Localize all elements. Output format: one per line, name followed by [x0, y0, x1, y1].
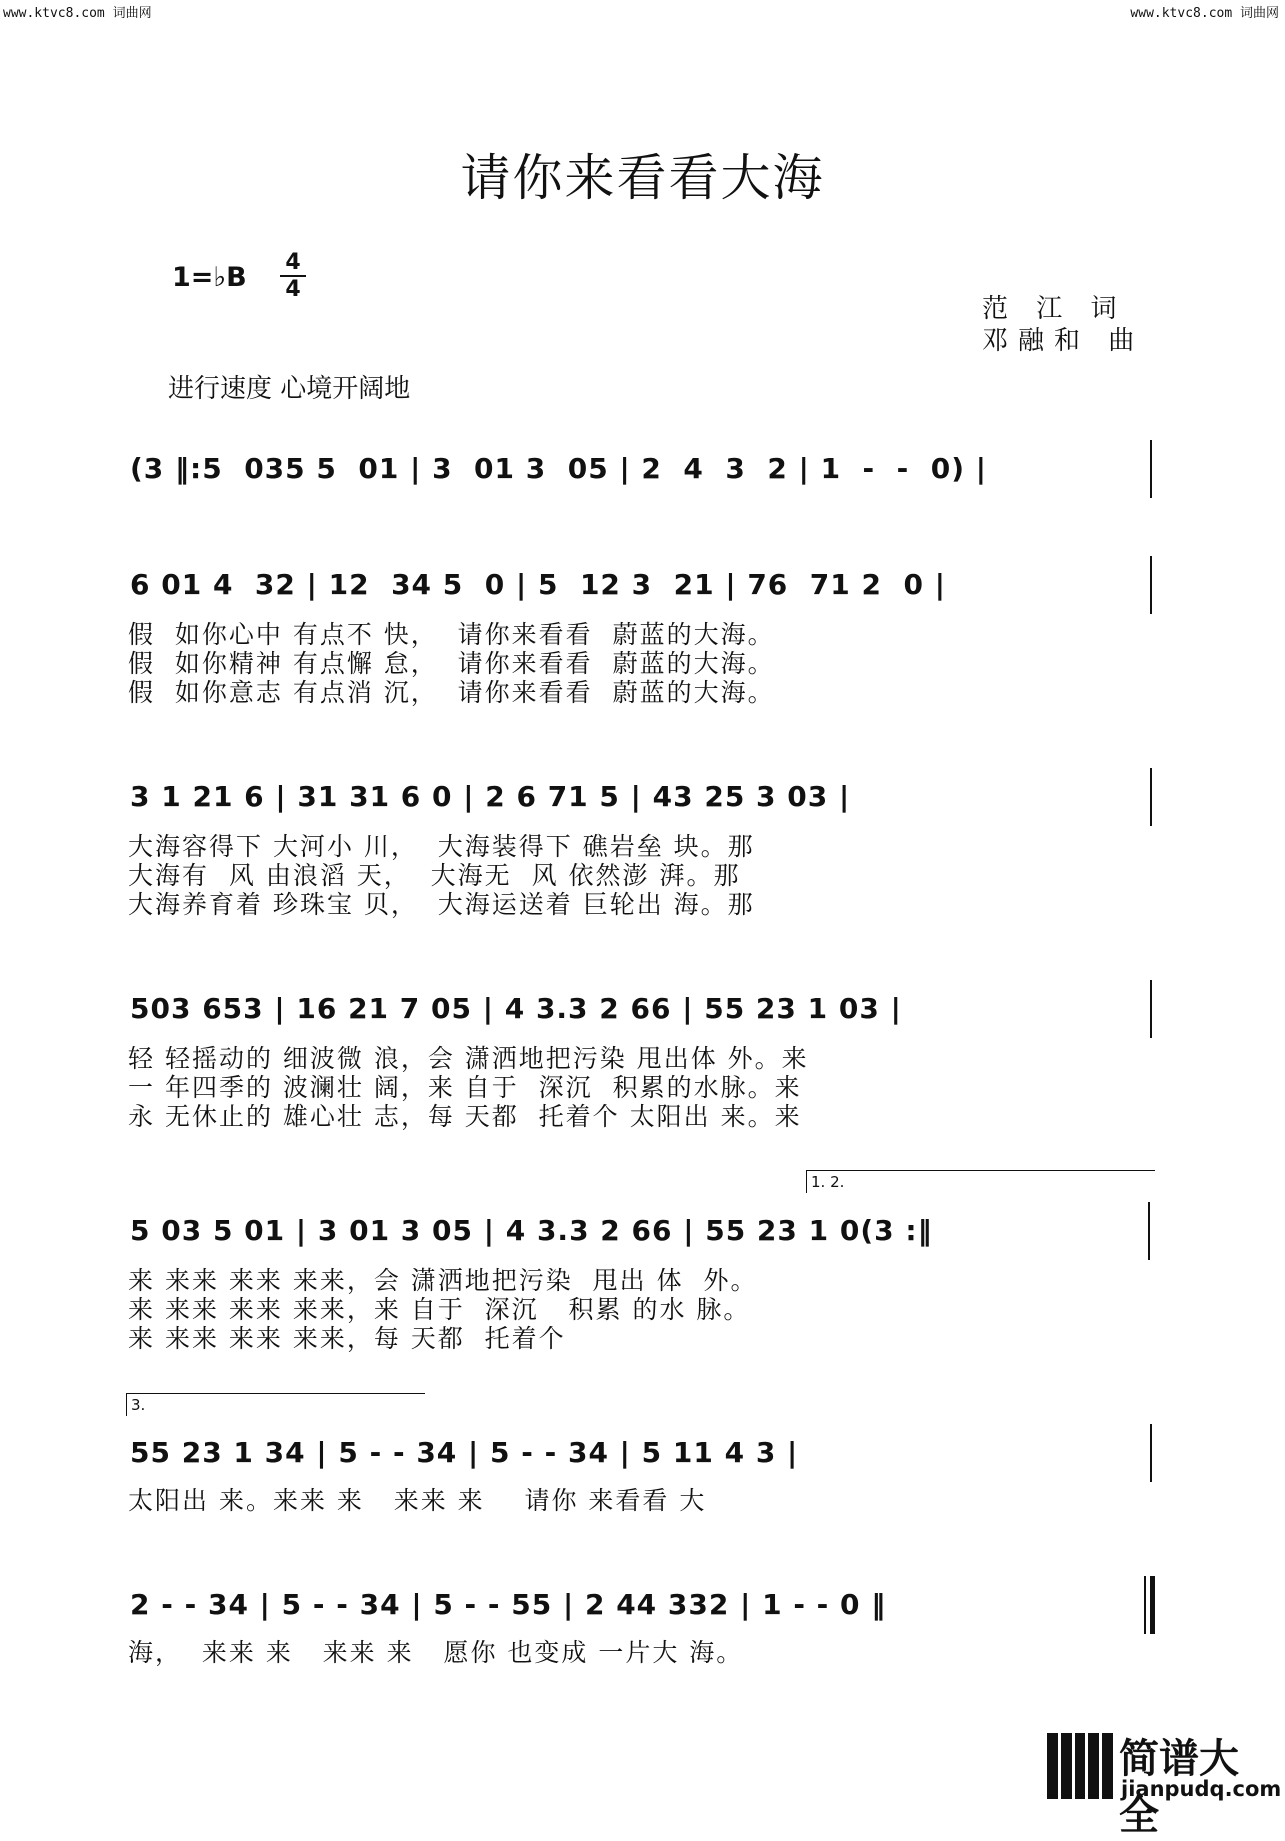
- lyricist-credit: 范 江 词: [982, 294, 1127, 324]
- system-7-notes: 2 - - 34 | 5 - - 34 | 5 - - 55 | 2 44 332 | 1 - - 0 ‖: [130, 1588, 887, 1621]
- system-2-lyric-verse-2: 假 如你精神 有点懈 怠， 请你来看看 蔚蓝的大海。: [128, 649, 775, 678]
- logo-url: jianpudq.com: [1121, 1777, 1282, 1801]
- system-6-end-barline: [1150, 1424, 1152, 1482]
- system-5-lyric-verse-1: 来 来来 来来 来来，会 潇洒地把污染 甩出 体 外。: [128, 1266, 758, 1295]
- time-signature-bottom: 4: [285, 277, 301, 302]
- final-barline-thick: [1150, 1576, 1155, 1634]
- system-6-notes: 55 23 1 34 | 5 - - 34 | 5 - - 34 | 5 11 4 3 |: [130, 1436, 799, 1469]
- system-5-lyric-verse-3: 来 来来 来来 来来，每 天都 托着个: [128, 1324, 566, 1353]
- system-2-lyric-verse-1: 假 如你心中 有点不 快， 请你来看看 蔚蓝的大海。: [128, 620, 775, 649]
- system-4-lyric-verse-1: 轻 轻摇动的 细波微 浪，会 潇洒地把污染 甩出体 外。来: [128, 1044, 809, 1073]
- system-6-lyric: 太阳出 来。来来 来 来来 来 请你 来看看 大: [128, 1486, 707, 1515]
- system-5-repeat-barline: [1148, 1202, 1150, 1260]
- system-2-notes: 6 01 4 32 | 12 34 5 0 | 5 12 3 21 | 76 71 2 0 |: [130, 568, 946, 601]
- volta-1-2: 1. 2.: [806, 1170, 1155, 1193]
- jianpudq-logo: [1047, 1727, 1282, 1839]
- system-4-notes: 503 653 | 16 21 7 05 | 4 3.3 2 66 | 55 23 1 03 |: [130, 992, 902, 1025]
- time-signature-top: 4: [280, 250, 306, 277]
- tempo-marking: 进行速度 心境开阔地: [168, 374, 411, 404]
- key-signature: 1=♭B: [172, 262, 247, 293]
- system-5-lyric-verse-2: 来 来来 来来 来来，来 自于 深沉 积累 的水 脉。: [128, 1295, 751, 1324]
- logo-text: 简谱大全: [1119, 1736, 1239, 1839]
- header-right: www.ktvc8.com 词曲网: [1130, 6, 1279, 21]
- system-3-notes: 3 1 21 6 | 31 31 6 0 | 2 6 71 5 | 43 25 3 03 |: [130, 780, 851, 813]
- system-7-lyric: 海， 来来 来 来来 来 愿你 也变成 一片大 海。: [128, 1638, 744, 1667]
- system-3-end-barline: [1150, 768, 1152, 826]
- system-4-end-barline: [1150, 980, 1152, 1038]
- system-4-lyric-verse-2: 一 年四季的 波澜壮 阔，来 自于 深沉 积累的水脉。来: [128, 1073, 802, 1102]
- volta-3: 3.: [126, 1393, 425, 1416]
- system-2-end-barline: [1150, 556, 1152, 614]
- time-signature: [280, 250, 306, 302]
- system-3-lyric-verse-3: 大海养育着 珍珠宝 贝， 大海运送着 巨轮出 海。那: [128, 890, 755, 919]
- system-1-notes: (3 ‖:5 035 5 01 | 3 01 3 05 | 2 4 3 2 | 1 - - 0) |: [130, 452, 988, 485]
- song-title: 请你来看看大海: [460, 149, 825, 207]
- piano-keys-icon: [1047, 1733, 1113, 1799]
- system-1-end-barline: [1150, 440, 1152, 498]
- system-3-lyric-verse-2: 大海有 风 由浪滔 天， 大海无 风 依然澎 湃。那: [128, 861, 741, 890]
- system-2-lyric-verse-3: 假 如你意志 有点消 沉， 请你来看看 蔚蓝的大海。: [128, 678, 775, 707]
- system-3-lyric-verse-1: 大海容得下 大河小 川， 大海装得下 礁岩垒 块。那: [128, 832, 755, 861]
- composer-credit: 邓融和 曲: [982, 326, 1145, 356]
- final-barline-thin: [1144, 1576, 1146, 1634]
- system-5-notes: 5 03 5 01 | 3 01 3 05 | 4 3.3 2 66 | 55 23 1 0(3 :‖: [130, 1214, 933, 1247]
- system-4-lyric-verse-3: 永 无休止的 雄心壮 志，每 天都 托着个 太阳出 来。来: [128, 1102, 802, 1131]
- header-left: www.ktvc8.com 词曲网: [3, 6, 152, 21]
